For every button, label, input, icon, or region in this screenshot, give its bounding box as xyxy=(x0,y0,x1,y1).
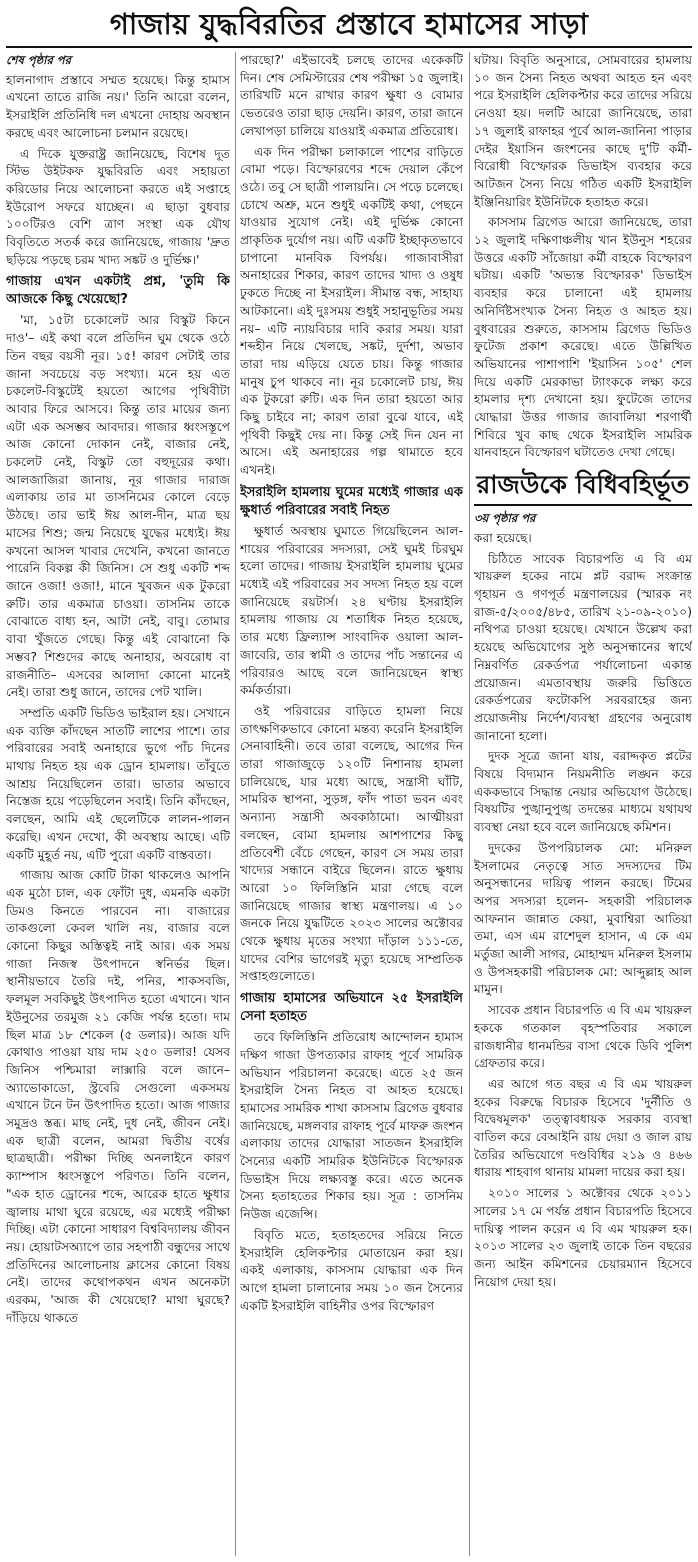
paragraph: পারছো?' এইভাবেই চলছে তাদের একেকটি দিন। শেষ সেমিস্টারের শেষ পরীক্ষা ১৫ জুলাই। তারিখটি মনে রাখার কারণ ক্ষুধা ও বোমার ভেতরেও তারা ছাড় দেয়নি। কারণ, তারা জানে লেখাপড়া চালিয়ে যাওয়াই একমাত্র প্রতিরোধ। xyxy=(240,53,463,138)
paragraph: ২০১০ সালের ১ অক্টোবর থেকে ২০১১ সালের ১৭ মে পর্যন্ত প্রধান বিচারপতি হিসেবে দায়িত্ব পালন করেন এ বি এম খায়রুল হক। ২০১৩ সালের ২৩ জুলাই তাকে তিন বছরের জন্য আইন কমিশনের চেয়ারম্যান হিসেবে নিয়োগ দেয়া হয়। xyxy=(474,1186,692,1289)
column-divider xyxy=(235,52,236,1556)
paragraph: এক দিন পরীক্ষা চলাকালে পাশের বাড়িতে বোমা পড়ে। বিস্ফোরণের শব্দে দেয়াল কেঁপে ওঠে। তবু সে ছাত্রী পালায়নি। সে পড়ে চলেছে। চোখে অশ্রু, মনে শুধুই একটিই কথা, পেছনে যাওয়ার সুযোগ নেই। এই দুর্ভিক্ষ কোনো প্রাকৃতিক দুর্যোগ নয়। এটি একটি ইচ্ছাকৃতভাবে চাপানো মানবিক বিপর্যয়। গাজাবাসীরা অনাহারের শিকার, কারণ তাদের খাদ্য ও ওষুধ ঢুকতে দিচ্ছে না ইসরাইল। সীমান্ত বন্ধ, সাহায্য আটকানো। এই দুঃসময় শুধুই সহানুভূতির সময় নয়– এটি ন্যায়বিচার দাবি করার সময়। যারা শব্দহীন নিয়ে খেলছে, সঙ্কট, দুর্দশা, অভাব তারা দায় এড়িয়ে যেতে চায়। কিন্তু গাজার মানুষ চুপ থাকবে না। নূর চকোলেট চায়, ঈয় এক টুকরো রুটি। এক দিন তারা হয়তো আর কিছু চাইবে না; কারণ তারা বুঝে যাবে, এই পৃথিবী কিছুই দেয় না। কিন্তু সেই দিন যেন না আসে। এই অনাহারের গল্প থামাতে হবে এখনই। xyxy=(240,144,463,478)
paragraph: ওই পরিবারের বাড়িতে হামলা নিয়ে তাৎক্ষণিকভাবে কোনো মন্তব্য করেনি ইসরাইলি সেনাবাহিনী। তবে তারা বলেছে, আগের দিন তারা গাজাজুড়ে ১২০টি নিশানায় হামলা চালিয়েছে, যার মধ্যে আছে, সন্ত্রাসী ঘাঁটি, সামরিক স্থাপনা, সুড়ঙ্গ, ফাঁদ পাতা ভবন এবং অন্যান্য সন্ত্রাসী অবকাঠামো। আত্মীয়রা বলছেন, বোমা হামলায় আশপাশের কিছু প্রতিবেশী বেঁচে গেছেন, কারণ সে সময় তারা খাদ্যের সন্ধানে বাইরে ছিলেন। রাতে ক্ষুধায় আরো ১০ ফিলিস্তিনি মারা গেছে বলে জানিয়েছে গাজার স্বাস্থ্য মন্ত্রণালয়। এ ১০ জনকে নিয়ে যুদ্ধটিতে ২০২৩ সালের অক্টোবর থেকে ক্ষুধায় মৃতের সংখ্যা দাঁড়াল ১১১-তে, যাদের বেশির ভাগেরই মৃত্যু হয়েছে সাম্প্রতিক সপ্তাহগুলোতে। xyxy=(240,703,463,984)
paragraph: ঘটায়। বিবৃতি অনুসারে, সোমবারের হামলায় ১০ জন সৈন্য নিহত অথবা আহত হন এবং পরে ইসরাইলি হেলিকপ্টার করে তাদের সরিয়ে নেওয়া হয়। দলটি আরো জানিয়েছে, তারা ১৭ জুলাই রাফাহর পূর্বে আল-জানিনা পাড়ার দেইর ইয়াসিন জংশনের কাছে দু'টি কর্মী-বিরোধী বিস্ফোরক ডিভাইস ব্যবহার করে আটজন সৈন্য নিয়ে গঠিত একটি ইসরাইলি ইঞ্জিনিয়ারিং ইউনিটকে হতাহত করে। xyxy=(474,53,692,209)
jump-line: ৩য় পৃষ্ঠার পর xyxy=(474,511,536,526)
paragraph: সম্প্রতি একটি ভিডিও ভাইরাল হয়। সেখানে এক ব্যক্তি কাঁদছেন সাতটি লাশের পাশে। তার পরিবারের সবাই অনাহারে ভুগে পাঁচ দিনের মাথায় নিহত হয় এক ড্রোন হামলায়। তাঁবুতে আশ্রয় নিয়েছিলেন তারা। ভাতার অভাবে নিস্তেজ হয়ে পড়েছিলেন সবাই। তিনি কাঁদছেন, বলছেন, আমি এই ছেলেটিকে লালন-পালন করেছি। এখন দেখো, কী অবস্থায় আছে। এটি একটি মুহূর্ত নয়, এটি পুরো একটি বাস্তবতা। xyxy=(6,705,230,862)
paragraph: গাজায় আজ কোটি টাকা থাকলেও আপনি এক মুঠো চাল, এক ফোঁটা দুধ, এমনকি একটা ডিমও কিনতে পারবেন না। বাজারের তাকগুলো কেবল খালি নয়, বাজার বলে কোনো কিছুর অস্তিত্বই নাই আর। এক সময় গাজা নিজস্ব উৎপাদনে স্বনির্ভর ছিল। স্থানীয়ভাবে তৈরি দই, পনির, শাকসবজি, ফলমূল সবকিছুই উৎপাদিত হতো এখানে। খান ইউনুসের তরমুজ ২১ কেজি পর্যন্ত হতো। দাম ছিল মাত্র ১৮ শেকেল (৫ ডলার)। আজ যদি কোথাও পাওয়া যায় দাম ২৫০ ডলার! যেসব জিনিস পশ্চিমারা লাক্সারি বলে জানে–অ্যাভোকাডো, স্ট্রবেরি সেগুলো একসময় এখানে টনে টন উৎপাদিত হতো। আজ গাজার সমুদ্রও স্তব্ধ। মাছ নেই, দুধ নেই, জীবন নেই। এক ছাত্রী বলেন, আমরা দ্বিতীয় বর্ষের ছাত্রছাত্রী। পরীক্ষা দিচ্ছি অনলাইনে কারণ ক্যাম্পাস ধ্বংসস্তূপে পরিণত। তিনি বলেন, "এক হাত ড্রোনের শব্দে, আরেক হাতে ক্ষুধার জ্বালায় মাথা ঘুরে রয়েছে, এর মধ্যেই পরীক্ষা দিচ্ছি। এটা কোনো সাধারণ বিশ্ববিদ্যালয় জীবন নয়। হোয়াটসঅ্যাপে তার সহপাঠী বন্ধুদের সাথে প্রতিদিনের আলোচনায় ক্লাসের কোনো বিষয় নেই। তাদের কথোপকথন এখন অনেকটা এরকম, 'আজ কী খেয়েছো? মাথা ঘুরছে? দাঁড়িয়ে থাকতে xyxy=(6,868,230,1325)
jump-line: শেষ পৃষ্ঠার পর xyxy=(6,53,71,67)
subheading: গাজায় এখন একটাই প্রশ্ন, 'তুমি কি আজকে কিছু খেয়েছো? xyxy=(6,274,230,308)
paragraph: সাবেক প্রধান বিচারপতি এ বি এম খায়রুল হককে গতকাল বৃহস্পতিবার সকালে রাজধানীর ধানমন্ডির বাসা থেকে ডিবি পুলিশ গ্রেফতার করে। xyxy=(474,1003,692,1071)
paragraph: হালনাগাদ প্রস্তাবে সম্মত হয়েছে। কিন্তু হামাস এখনো তাতে রাজি নয়।' তিনি আরো বলেন, ইসরাইলি প্রতিনিধি দল এখনো দোহায় অবস্থান করছে এবং আলোচনা চলমান রয়েছে। xyxy=(6,72,230,140)
paragraph: করা হয়েছে। xyxy=(474,530,532,545)
column-divider xyxy=(469,52,470,1556)
headline-rule xyxy=(6,46,692,48)
paragraph: কাসসাম ব্রিগেড আরো জানিয়েছে, তারা ১২ জুলাই দক্ষিণাঞ্চলীয় খান ইউনুস শহরের উত্তরে একটি সাঁজোয়া কর্মী বাহকে বিস্ফোরণ ঘটায়। একটি 'অভ্যন্ত বিস্ফোরক' ডিভাইস ব্যবহার করে চালানো এই হামলায় অনির্দিষ্টসংখ্যক সৈন্য নিহত ও আহত হয়। বুধবারের শুরুতে, কাসসাম ব্রিগেড ভিডিও ফুটেজ প্রকাশ করেছে। এতে উল্লিখিত অভিযানের পাশাপাশি 'ইয়াসিন ১০৫' শেল দিয়ে একটি মেরকাভা ট্যাংককে লক্ষ্য করে হামলার দৃশ্য দেখানো হয়। ফুটেজে তাদের যোদ্ধারা উত্তর গাজার জাবালিয়া শরণার্থী শিবিরে খুব কাছ থেকে ইসরাইলি সামরিক যানবাহনে বিস্ফোরণ ঘটাতেও দেখা গেছে। xyxy=(474,215,692,460)
article-column-2 xyxy=(240,52,463,1560)
subheading: ইসরাইলি হামলায় ঘুমের মধ্যেই গাজার এক ক্ষুধার্ত পরিবারের সবাই নিহত xyxy=(240,484,463,518)
paragraph: এ দিকে যুক্তরাষ্ট্র জানিয়েছে, বিশেষ দূত স্টিভ উইটকফ যুদ্ধবিরতি এবং সহায়তা করিডোর নিয়ে আলোচনা করতে এই সপ্তাহে ইউরোপ সফরে যাচ্ছেন। এ ছাড়া বুধবার ১০০টিরও বেশি ত্রাণ সংস্থা এক যৌথ বিবৃতিতে সতর্ক করে জানিয়েছে, গাজায় 'দ্রুত ছড়িয়ে পড়ছে চরম খাদ্য সঙ্কট ও দুর্ভিক্ষ।' xyxy=(6,146,230,267)
paragraph: এর আগে গত বছর এ বি এম খায়রুল হকের বিরুদ্ধে বিচারক হিসেবে 'দুর্নীতি ও বিদ্বেষমূলক' তত্ত্বাবধায়ক সরকার ব্যবস্থা বাতিল করে বেআইনি রায় দেয়া ও জাল রায় তৈরির অভিযোগে দণ্ডবিধির ২১৯ ও ৪৬৬ ধারায় শাহবাগ থানায় মামলা দায়ের করা হয়। xyxy=(474,1076,692,1180)
headline: গাজায় যুদ্ধবিরতির প্রস্তাবে হামাসের সাড়া xyxy=(109,7,589,41)
paragraph: দুদকের উপপরিচালক মো: মনিরুল ইসলামের নেতৃত্বে সাত সদস্যদের টিম অনুসন্ধানের দায়িত্ব পালন করছে। টিমের অপর সদস্যরা হলেন- সহকারী পরিচালক আফনান জান্নাত কেয়া, মুবাশ্বিরা আতিয়া তমা, এস এম রাশেদুল হাসান, এ কে এম মর্তুজা আলী সাগর, মোহাম্মদ মনিরুল ইসলাম ও উপসহকারী পরিচালক মো: আব্দুল্লাহ আল মামুন। xyxy=(474,840,692,997)
paragraph: চিঠিতে সাবেক বিচারপতি এ বি এম খায়রুল হকের নামে প্লট বরাদ্দ সংক্রান্ত গৃহায়ন ও গণপূর্ত মন্ত্রণালয়ের (স্মারক নং রাজ-৫/২০০৫/৪৮৫, তারিখ ২১-০৯-২০১০) নথিপত্র চাওয়া হয়েছে। যেখানে উল্লেখ করা হয়েছে অভিযোগের সুষ্ঠ অনুসন্ধানের স্বার্থে নিম্নবর্ণিত রেকর্ডপত্র পর্যালোচনা একান্ত প্রয়োজন। এমতাবস্থায় জরুরি ভিত্তিতে রেকর্ডপত্রের ফটোকপি সরবরাহের জন্য প্রয়োজনীয় নির্দেশ/ব্যবস্থা গ্রহণের অনুরোধ জানানো হলো। xyxy=(474,551,692,743)
article-column-1 xyxy=(6,52,230,1560)
second-headline: রাজউকে বিধিবহির্ভূত xyxy=(476,470,690,500)
subheading: গাজায় হামাসের অভিযানে ২৫ ইসরাইলি সেনা হতাহত xyxy=(240,991,463,1025)
article-column-3 xyxy=(474,52,692,1560)
paragraph: ক্ষুধার্ত অবস্থায় ঘুমাতে গিয়েছিলেন আল-শায়ের পরিবারের সদস্যরা, সেই ঘুমই চিরঘুম হলো তাদের। গাজায় ইসরাইলি হামলায় ঘুমের মধ্যেই এই পরিবারের সব সদস্য নিহত হয় বলে জানিয়েছে রয়টার্স। ২৪ ঘণ্টায় ইসরাইলি হামলায় গাজায় যে শতাধিক নিহত হয়েছে, তার মধ্যে ফ্রিল্যান্স সাংবাদিক ওয়ালা আল-জাবেরি, তার স্বামী ও তাদের পাঁচ সন্তানের এ পরিবারও আছে বলে জানিয়েছেন স্বাস্থ্য কর্মকর্তারা। xyxy=(240,523,463,698)
paragraph: তবে ফিলিস্তিনি প্রতিরোধ আন্দোলন হামাস দক্ষিণ গাজা উপত্যকার রাফাহ পূর্বে সামরিক অভিযান পরিচালনা করেছে। এতে ২৫ জন ইসরাইলি সৈন্য নিহত বা আহত হয়েছে। হামাসের সামরিক শাখা কাসসাম ব্রিগেড বুধবার জানিয়েছে, মঙ্গলবার রাফাহ পূর্বে মাফরু জংশন এলাকায় তাদের যোদ্ধারা সাতজন ইসরাইলি সৈন্যের একটি সামরিক ইউনিটকে বিস্ফোরক ডিভাইস দিয়ে লক্ষ্যবস্তু করে। এতে অনেক সৈন্য হতাহতের শিকার হয়। সূত্র : তাসনিম নিউজ এজেন্সি। xyxy=(240,1030,463,1222)
paragraph: বিবৃতি মতে, হতাহতদের সরিয়ে নিতে ইসরাইলি হেলিকপ্টার মোতায়েন করা হয়। একই এলাকায়, কাসসাম যোদ্ধারা এক দিন আগে হামলা চালানোর সময় ১০ জন সৈন্যের একটি ইসরাইলি বাহিনীর ওপর বিস্ফোরণ xyxy=(240,1227,463,1313)
paragraph: দুদক সূত্রে জানা যায়, বরাদ্দকৃত প্লটের বিষয়ে বিদ্যমান নিয়মনীতি লঙ্ঘন করে এককভাবে সিদ্ধান্ত নেয়ার অভিযোগ উঠেছে। বিষয়টির পুঙ্খানুপুঙ্খ তদন্তের মাধ্যমে যথাযথ ব্যবস্থা নেয়া হবে বলে জানিয়েছে কমিশন। xyxy=(474,749,692,835)
second-headline-rule xyxy=(474,504,692,506)
paragraph: 'মা, ১৫টা চকোলেট আর বিস্কুট কিনে দাও'– এই কথা বলে প্রতিদিন ঘুম থেকে ওঠে তিন বছর বয়সী নূর। ১৫! কারণ সেটাই তার জানা সবচেয়ে বড় সংখ্যা। মনে হয় এত চকলেট-বিস্কুটেই হয়তো আগের পৃথিবীটা আবার ফিরে আসবে। কিন্তু তার মায়ের জন্য এটা এক অসম্ভব আবদার। গাজার ধ্বংসস্তূপে আজ কোনো দোকান নেই, বাজার নেই, চকলেট নেই, বিস্কুট তো বহুদূরের কথা। আলজাজিরা জানায়, নূর গাজার দারাজ এলাকায় তার মা তাসনিমের কোলে বেড়ে উঠছে। তার ভাই ঈয় আল-দীন, মাত্র ছয় মাসের শিশু; জন্ম নিয়েছে যুদ্ধের মধ্যেই। ঈয় কখনো আসল খাবার দেখেনি, কখনো জানতে পারেনি বিকল্প কী জিনিস। সে শুধু একটি শব্দ জানে ওজা! ওজা!, মানে খুবজন এক টুকরো রুটি। তার একমাত্র চাওয়া। তাসনিম তাকে বোঝাতে বাধ্য হন, আটা নেই, বাবু। তোমার বাবা খুঁজতে গেছে। কিন্তু এই বোঝানো কি সম্ভব? শিশুদের কাছে অনাহার, অবরোধ বা রাজনীতি– এসবের আলাদা কোনো মানেই নেই। তারা শুধু জানে, তাদের পেট খালি। xyxy=(6,313,230,700)
